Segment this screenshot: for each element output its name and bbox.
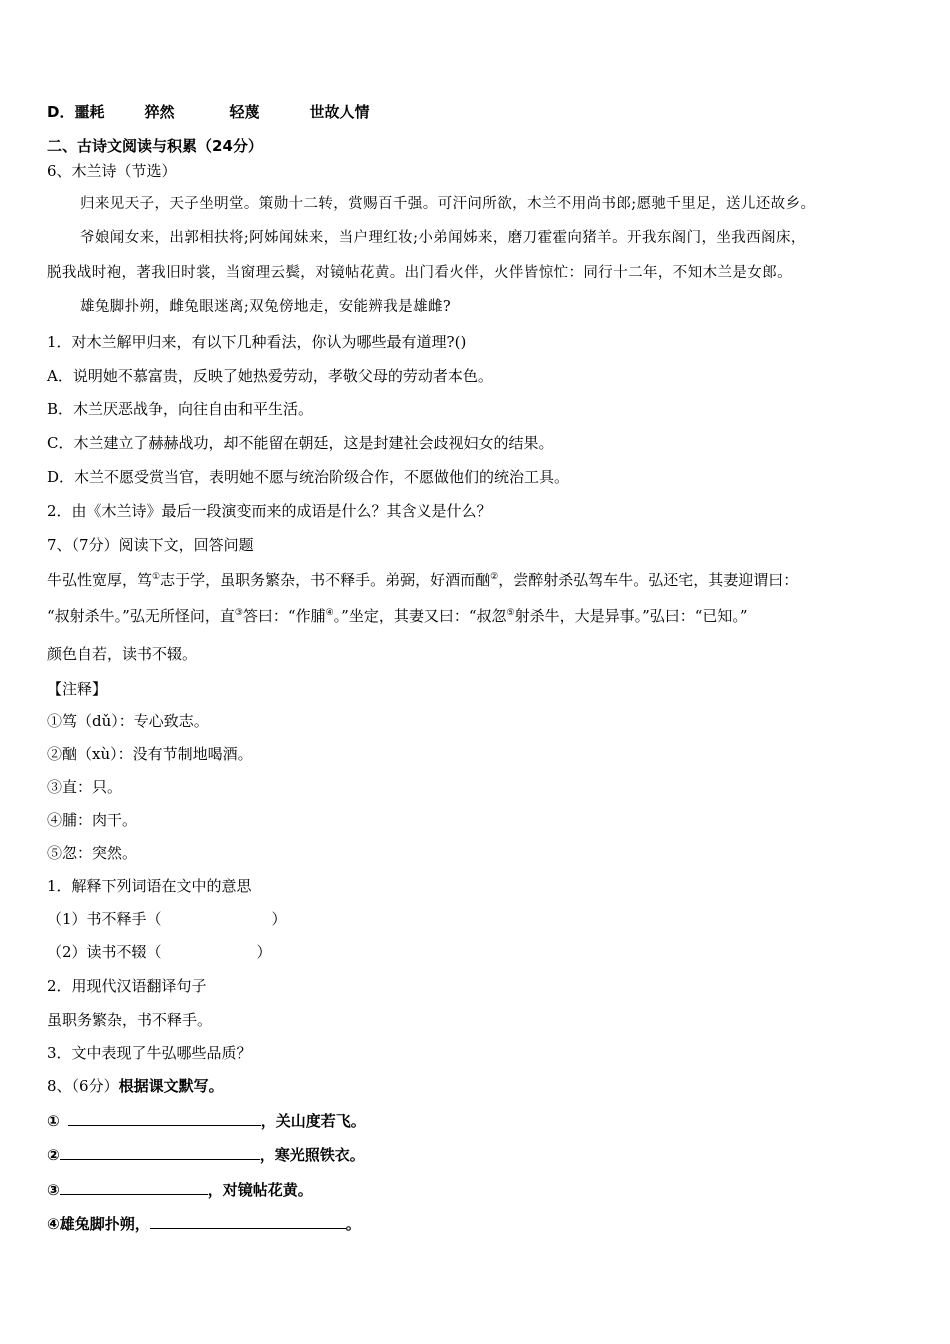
q7-title: 7、（7分）阅读下文，回答问题 [47, 536, 254, 554]
dictation-item-3: ③ ，对镜帖花黄。 [47, 1181, 313, 1199]
note-item: ④脯：肉干。 [47, 811, 138, 829]
q6-option-b: B．木兰厌恶战争，向往自由和平生活。 [47, 400, 314, 418]
q7-sub2-text: 虽职务繁杂，书不释手。 [47, 1011, 213, 1029]
q6-sub1: 1．对木兰解甲归来，有以下几种看法，你认为哪些最有道理?() [47, 333, 467, 351]
q7-sub1-2: （2）读书不辍（ ） [47, 943, 272, 961]
fill-blank[interactable] [150, 1213, 346, 1229]
note-item: ①笃（dǔ）：专心致志。 [47, 712, 209, 730]
passage-line-1: 牛弘性宽厚，笃①志于学，虽职务繁杂，书不释手。弟弼，好酒而酗②，尝醉射杀弘驾车牛。弘还宅，其妻迎谓曰： [47, 571, 799, 589]
option-d-word: 猝然 [144, 103, 175, 121]
note-item: ③直：只。 [47, 778, 123, 796]
q8-title: 8、（6分）根据课文默写。 [47, 1077, 224, 1095]
option-d-line [47, 102, 370, 122]
q7-sub1: 1．解释下列词语在文中的意思 [47, 877, 252, 895]
passage-line-3: 颜色自若，读书不辍。 [47, 645, 198, 663]
fill-blank[interactable] [68, 1110, 261, 1126]
option-d-word: 世故人情 [309, 103, 370, 121]
fill-blank[interactable] [60, 1179, 208, 1195]
q6-option-a: A．说明她不慕富贵，反映了她热爱劳动，孝敬父母的劳动者本色。 [47, 367, 493, 385]
fill-blank[interactable] [60, 1144, 260, 1160]
q7-sub2: 2．用现代汉语翻译句子 [47, 977, 207, 995]
option-d-label: D． [47, 103, 75, 121]
dictation-item-2: ② ，寒光照铁衣。 [47, 1146, 365, 1164]
dictation-item-4: ④雄兔脚扑朔， 。 [47, 1215, 361, 1233]
section-title: 二、古诗文阅读与积累（24分） [47, 137, 263, 155]
notes-title: 【注释】 [47, 680, 108, 698]
q6-sub2: 2．由《木兰诗》最后一段演变而来的成语是什么？其含义是什么？ [47, 502, 492, 520]
footnote-ref: ② [490, 572, 499, 582]
dictation-item-1: ① ，关山度若飞。 [47, 1112, 366, 1130]
q6-option-d: D．木兰不愿受赏当官，表明她不愿与统治阶级合作，不愿做他们的统治工具。 [47, 468, 570, 486]
poem-para-2b: 脱我战时袍，著我旧时裳，当窗理云鬓，对镜帖花黄。出门看火伴，火伴皆惊忙：同行十二年，不知木兰是女郎。 [47, 265, 792, 281]
q6-option-c: C．木兰建立了赫赫战功，却不能留在朝廷，这是封建社会歧视妇女的结果。 [47, 434, 554, 452]
note-item: ②酗（xù）：没有节制地喝酒。 [47, 745, 253, 763]
footnote-ref: ④ [325, 608, 334, 618]
q7-sub1-1: （1）书不释手（ ） [47, 910, 287, 928]
poem-para-2a: 爷娘闻女来，出郭相扶将;阿姊闻妹来，当户理红妆;小弟闻姊来，磨刀霍霍向猪羊。开我东阁门，坐我西阁床， [80, 230, 806, 246]
footnote-ref: ③ [234, 608, 243, 618]
q6-title: 6、木兰诗（节选） [47, 162, 177, 180]
footnote-ref: ① [152, 572, 161, 582]
note-item: ⑤忽：突然。 [47, 844, 138, 862]
option-d-word: 轻蔑 [229, 103, 260, 121]
q7-sub3: 3．文中表现了牛弘哪些品质？ [47, 1044, 252, 1062]
footnote-ref: ⑤ [506, 608, 515, 618]
option-d-word: 噩耗 [74, 103, 105, 121]
passage-line-2: “叔射杀牛。”弘无所怪问，直③答曰：“作脯④。”坐定，其妻又曰：“叔忽⑤射杀牛，大是异事。”弘曰：“已知。” [47, 607, 748, 625]
poem-para-3: 雄兔脚扑朔，雌兔眼迷离;双兔傍地走，安能辨我是雄雌? [80, 299, 452, 315]
poem-para-1: 归来见天子，天子坐明堂。策勋十二转，赏赐百千强。可汗问所欲，木兰不用尚书郎;愿驰千里足，送儿还故乡。 [80, 196, 816, 212]
